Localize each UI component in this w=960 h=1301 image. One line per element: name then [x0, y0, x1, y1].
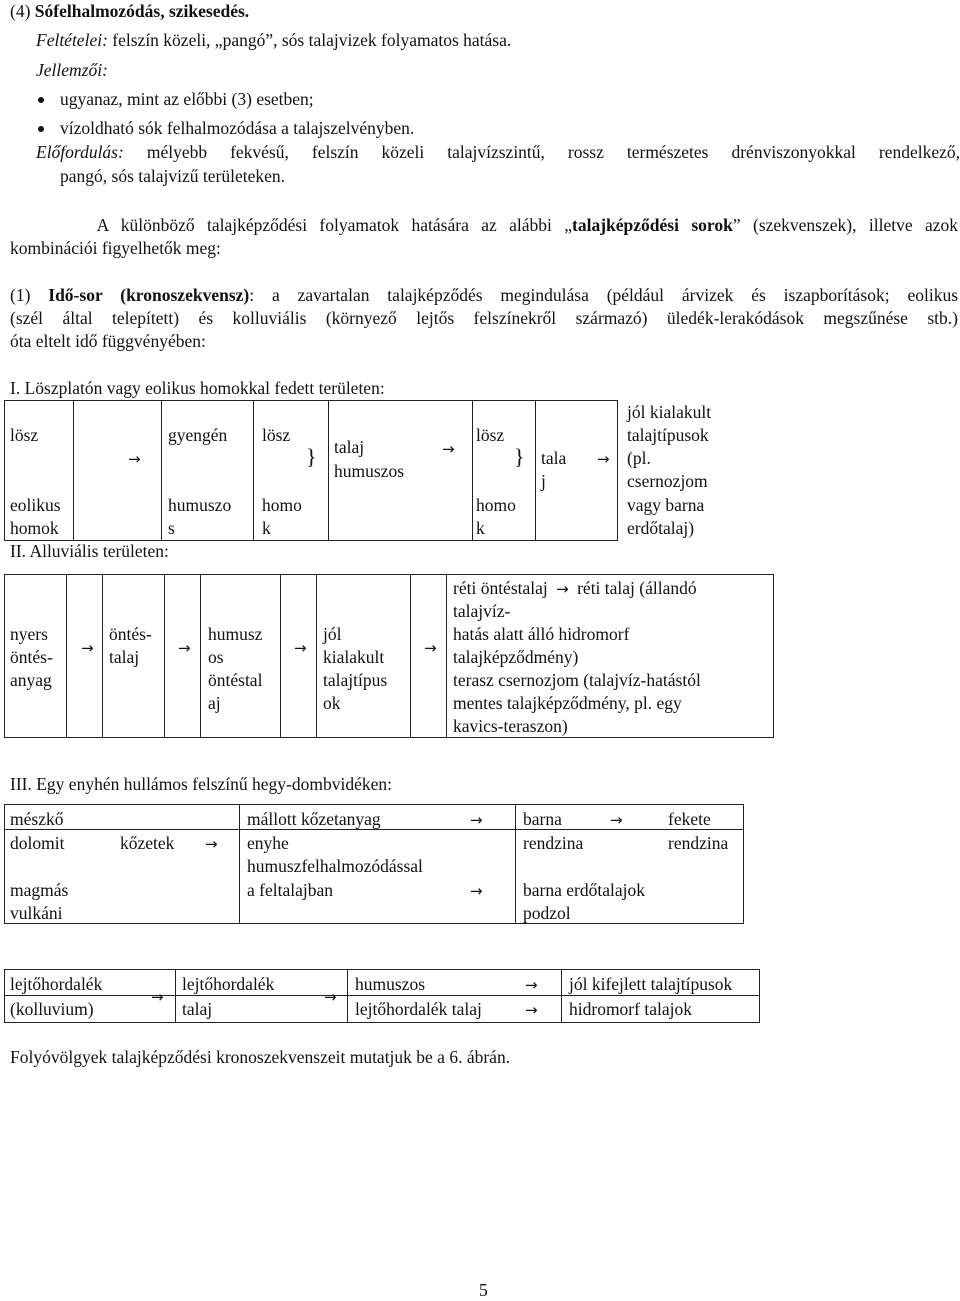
bullet-item-2: vízoldható sók felhalmozódása a talajszelvényben. [60, 118, 415, 138]
cell-sand-3-cont: k [476, 518, 485, 538]
page-number: 5 [479, 1280, 488, 1300]
bullet-icon [38, 126, 44, 132]
cell-soil-2-cont: j [541, 471, 546, 491]
traits-label: Jellemzői: [36, 60, 108, 80]
arrow-right-icon: → [151, 988, 164, 1006]
black-label: fekete [668, 809, 711, 829]
colluvial-soil-1: lejtőhordalék [182, 974, 275, 994]
cell-weakly: gyengén [168, 425, 228, 445]
arrow-right-icon: → [556, 580, 569, 598]
conditions-label: Feltételei: [36, 30, 108, 50]
occurrence-line-2: pangó, sós talajvizű területeken. [60, 166, 285, 186]
sequences-intro-line-1 [10, 214, 958, 236]
arrow-right-icon: → [205, 835, 218, 853]
conditions-line [36, 29, 511, 51]
divider [102, 574, 103, 738]
sequences-term: talajképződési sorok [572, 215, 733, 235]
cell-humic-alluvial-3: öntéstal [208, 670, 263, 690]
colluvium-2: (kolluvium) [10, 999, 94, 1019]
cell-humic-soil: humuszos [334, 461, 404, 481]
cell-humic-alluvial-1: humusz [208, 624, 263, 644]
section-2-title: II. Alluviális területen: [10, 541, 169, 561]
text-run: (1) [10, 285, 49, 305]
divider [515, 804, 516, 924]
text-run: ” (szekvenszek), illetve azok [732, 215, 958, 235]
divider [472, 400, 473, 541]
divider [446, 574, 447, 738]
section-3-title: III. Egy enyhén hullámos felszínű hegy-dombvidéken: [10, 774, 392, 794]
cell-developed-4: ok [323, 693, 341, 713]
cell-raw-alluvium-1: nyers [10, 624, 48, 644]
cell-alluvial-soil-1: öntés- [109, 624, 152, 644]
divider [164, 574, 165, 738]
section-1-title: I. Löszplatón vagy eolikus homokkal fedett területen: [10, 378, 385, 398]
rendzina-2: rendzina [668, 833, 729, 853]
divider [410, 574, 411, 738]
result-line-6: mentes talajképződmény, pl. egy [453, 693, 682, 713]
arrow-right-icon: → [442, 440, 455, 458]
divider [328, 400, 329, 541]
cell-result-1: jól kialakult [627, 402, 712, 422]
divider [200, 574, 201, 738]
result-line-7: kavics-teraszon) [453, 716, 568, 736]
result-line-1 [453, 577, 697, 599]
cell-loess: lösz [10, 425, 39, 445]
brace-icon: } [514, 444, 525, 469]
arrow-right-icon: → [470, 882, 483, 900]
rendzina-1: rendzina [523, 833, 584, 853]
arrow-right-icon: → [128, 450, 141, 468]
bullet-icon [38, 97, 44, 103]
cell-alluvial-soil-2: talaj [109, 647, 140, 667]
cell-result-6: erdőtalaj) [627, 518, 695, 538]
cell-raw-alluvium-2: öntés- [10, 647, 53, 667]
cell-sand-2: homo [262, 495, 302, 515]
text-run: A különböző talajképződési folyamatok hatására az alábbi „ [96, 215, 573, 235]
divider [280, 574, 281, 738]
cell-soil-2: tala [541, 448, 567, 468]
rock-limestone: mészkő [10, 809, 64, 829]
cell-eolian: eolikus [10, 495, 61, 515]
time-series-line-2: (szél által telepített) és kolluviális (környező lejtős felszínekről származó) üledék-lerakódások megszűnése stb.) [10, 308, 958, 328]
closing-sentence: Folyóvölgyek talajképződési kronoszekvenszeit mutatjuk be a 6. ábrán. [10, 1047, 511, 1067]
divider [535, 400, 536, 541]
colluvial-soil-2: talaj [182, 999, 213, 1019]
rock-volcanic: vulkáni [10, 903, 63, 923]
rock-dolomite: dolomit [10, 833, 65, 853]
cell-soil: talaj [334, 437, 365, 457]
in-topsoil: a feltalajban [247, 880, 333, 900]
heading-4 [10, 0, 249, 22]
arrow-right-icon: → [470, 811, 483, 829]
cell-result-3: (pl. [627, 448, 651, 468]
result-line-4: talajképződmény) [453, 647, 579, 667]
time-series-term: Idő-sor (kronoszekvensz) [48, 285, 250, 305]
developed-soil-types: jól kifejlett talajtípusok [569, 974, 733, 994]
humus-accumulation: humuszfelhalmozódással [247, 856, 423, 876]
cell-result-5: vagy barna [627, 495, 705, 515]
cell-humic-cont: s [168, 518, 175, 538]
cell-raw-alluvium-3: anyag [10, 670, 52, 690]
arrow-right-icon: → [525, 1001, 538, 1019]
brown-label: barna [523, 809, 562, 829]
time-series-line-1 [10, 284, 958, 306]
result-line-2: talajvíz- [453, 601, 511, 621]
divider [73, 400, 74, 541]
podzol: podzol [523, 903, 571, 923]
divider [161, 400, 162, 541]
cell-sand: homok [10, 518, 59, 538]
divider [4, 995, 760, 996]
arrow-right-icon: → [597, 450, 610, 468]
divider [175, 969, 176, 1023]
brace-icon: } [306, 444, 317, 469]
brown-forest-soils: barna erdőtalajok [523, 880, 645, 900]
divider [561, 969, 562, 1023]
cell-result-4: csernozjom [627, 471, 708, 491]
heading-title: Sófelhalmozódás, szikesedés. [34, 1, 250, 21]
divider [66, 574, 67, 738]
humic-colluvial-soil: lejtőhordalék talaj [355, 999, 482, 1019]
divider [316, 574, 317, 738]
occurrence-line [36, 141, 960, 163]
weathered-material: mállott kőzetanyag [247, 809, 381, 829]
result-line-3: hatás alatt álló hidromorf [453, 624, 630, 644]
cell-developed-3: talajtípus [323, 670, 388, 690]
divider [347, 969, 348, 1023]
meadow-alluvial: réti öntéstalaj [453, 578, 548, 598]
meadow-soil: réti talaj (állandó [577, 578, 697, 598]
humic-label: humuszos [355, 974, 425, 994]
mild-label: enyhe [247, 833, 289, 853]
arrow-right-icon: → [324, 988, 337, 1006]
cell-humic-alluvial-2: os [208, 647, 224, 667]
cell-humic: humuszo [168, 495, 232, 515]
cell-loess-2: lösz [262, 425, 291, 445]
arrow-right-icon: → [610, 811, 623, 829]
occurrence-text: mélyebb fekvésű, felszín közeli talajvízszintű, rossz természetes drénviszonyokkal rendelkező, [146, 142, 960, 162]
sequences-intro-line-2: kombinációi figyelhetők meg: [10, 238, 221, 258]
arrow-right-icon: → [81, 639, 94, 657]
cell-loess-3: lösz [476, 425, 505, 445]
arrow-right-icon: → [294, 639, 307, 657]
cell-developed-2: kialakult [323, 647, 385, 667]
text-run: : a zavartalan talajképződés megindulása (például árvizek és iszapborítások; eolikus [249, 285, 959, 305]
time-series-line-3: óta eltelt idő függvényében: [10, 331, 206, 351]
cell-developed-1: jól [323, 624, 342, 644]
cell-sand-2-cont: k [262, 518, 271, 538]
heading-number: (4) [10, 1, 35, 21]
cell-sand-3: homo [476, 495, 516, 515]
occurrence-label: Előfordulás: [36, 142, 124, 162]
colluvium-1: lejtőhordalék [10, 974, 103, 994]
rock-igneous: magmás [10, 880, 69, 900]
diagram-frame [4, 400, 618, 541]
hydromorphic-soils: hidromorf talajok [569, 999, 692, 1019]
divider [253, 400, 254, 541]
divider [239, 804, 240, 924]
result-line-5: terasz csernozjom (talajvíz-hatástól [453, 670, 701, 690]
arrow-right-icon: → [424, 639, 437, 657]
conditions-text: felszín közeli, „pangó”, sós talajvizek folyamatos hatása. [107, 30, 512, 50]
rocks-label: kőzetek [120, 833, 175, 853]
bullet-item-1: ugyanaz, mint az előbbi (3) esetben; [60, 89, 314, 109]
arrow-right-icon: → [178, 639, 191, 657]
arrow-right-icon: → [525, 976, 538, 994]
cell-humic-alluvial-4: aj [208, 693, 221, 713]
cell-result-2: talajtípusok [627, 425, 709, 445]
